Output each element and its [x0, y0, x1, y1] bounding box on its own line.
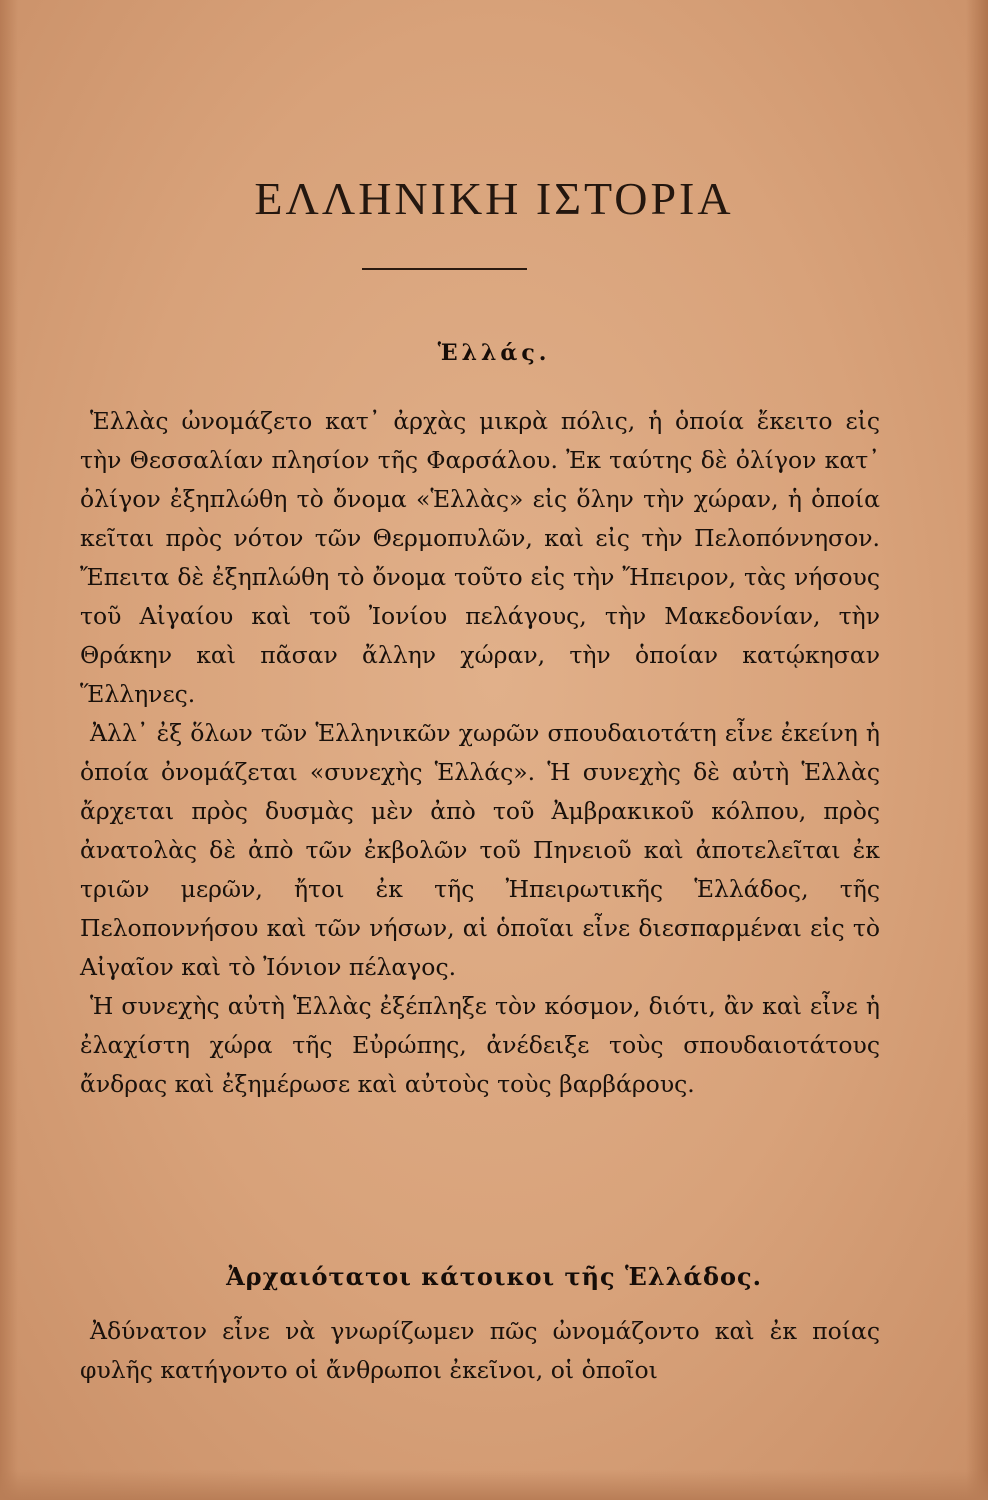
- section-heading-hellas: Ἑλλάς.: [437, 340, 551, 366]
- section-heading-ancient-inhabitants: Ἀρχαιότατοι κάτοικοι τῆς Ἑλλάδος.: [226, 1262, 762, 1291]
- section-body-hellas: [80, 402, 880, 1104]
- page-title: ΕΛΛΗΝΙΚΗ ΙΣΤΟΡΙΑ: [254, 173, 734, 224]
- section-body-ancient-inhabitants: [80, 1312, 880, 1390]
- page-edge-shadow-bottom: [0, 1470, 988, 1500]
- paragraph-1: Ἑλλὰς ὠνομάζετο κατ᾽ ἀρχὰς μικρὰ πόλις, ἡ ὁποία ἔκειτο εἰς τὴν Θεσσαλίαν πλησίον τῆς Φαρσάλου. Ἐκ ταύτης δὲ ὀλίγον κατ᾽ ὀλίγον ἐξηπλώθη τὸ ὄνομα «Ἑλλὰς» εἰς ὅλην τὴν χώραν, ἡ ὁποία κεῖται πρὸς νότον τῶν Θερμοπυλῶν, καὶ εἰς τὴν Πελοπόννησον. Ἔπειτα δὲ ἐξηπλώθη τὸ ὄνομα τοῦτο εἰς τὴν Ἤπειρον, τὰς νήσους τοῦ Αἰγαίου καὶ τοῦ Ἰονίου πελάγους, τὴν Μακεδονίαν, τὴν Θράκην καὶ πᾶσαν ἄλλην χώραν, τὴν ὁποίαν κατῴκησαν Ἕλληνες.: [80, 407, 880, 708]
- paragraph-4: Ἀδύνατον εἶνε νὰ γνωρίζωμεν πῶς ὠνομάζοντο καὶ ἐκ ποίας φυλῆς κατήγοντο οἱ ἄνθρωποι ἐκεῖνοι, οἱ ὁποῖοι: [80, 1317, 880, 1384]
- title-divider: [362, 268, 527, 270]
- paragraph-2: Ἀλλ᾽ ἐξ ὅλων τῶν Ἑλληνικῶν χωρῶν σπουδαιοτάτη εἶνε ἐκείνη ἡ ὁποία ὀνομάζεται «συνεχὴς Ἑλλάς». Ἡ συνεχὴς δὲ αὐτὴ Ἑλλὰς ἄρχεται πρὸς δυσμὰς μὲν ἀπὸ τοῦ Ἀμβρακικοῦ κόλπου, πρὸς ἀνατολὰς δὲ ἀπὸ τῶν ἐκβολῶν τοῦ Πηνειοῦ καὶ ἀποτελεῖται ἐκ τριῶν μερῶν, ἤτοι ἐκ τῆς Ἠπειρωτικῆς Ἑλλάδος, τῆς Πελοποννήσου καὶ τῶν νήσων, αἱ ὁποῖαι εἶνε διεσπαρμέναι εἰς τὸ Αἰγαῖον καὶ τὸ Ἰόνιον πέλαγος.: [80, 719, 880, 981]
- paragraph-3: Ἡ συνεχὴς αὐτὴ Ἑλλὰς ἐξέπληξε τὸν κόσμον, διότι, ἂν καὶ εἶνε ἡ ἐλαχίστη χώρα τῆς Εὐρώπης, ἀνέδειξε τοὺς σπουδαιοτάτους ἄνδρας καὶ ἐξημέρωσε καὶ αὐτοὺς τοὺς βαρβάρους.: [80, 992, 880, 1098]
